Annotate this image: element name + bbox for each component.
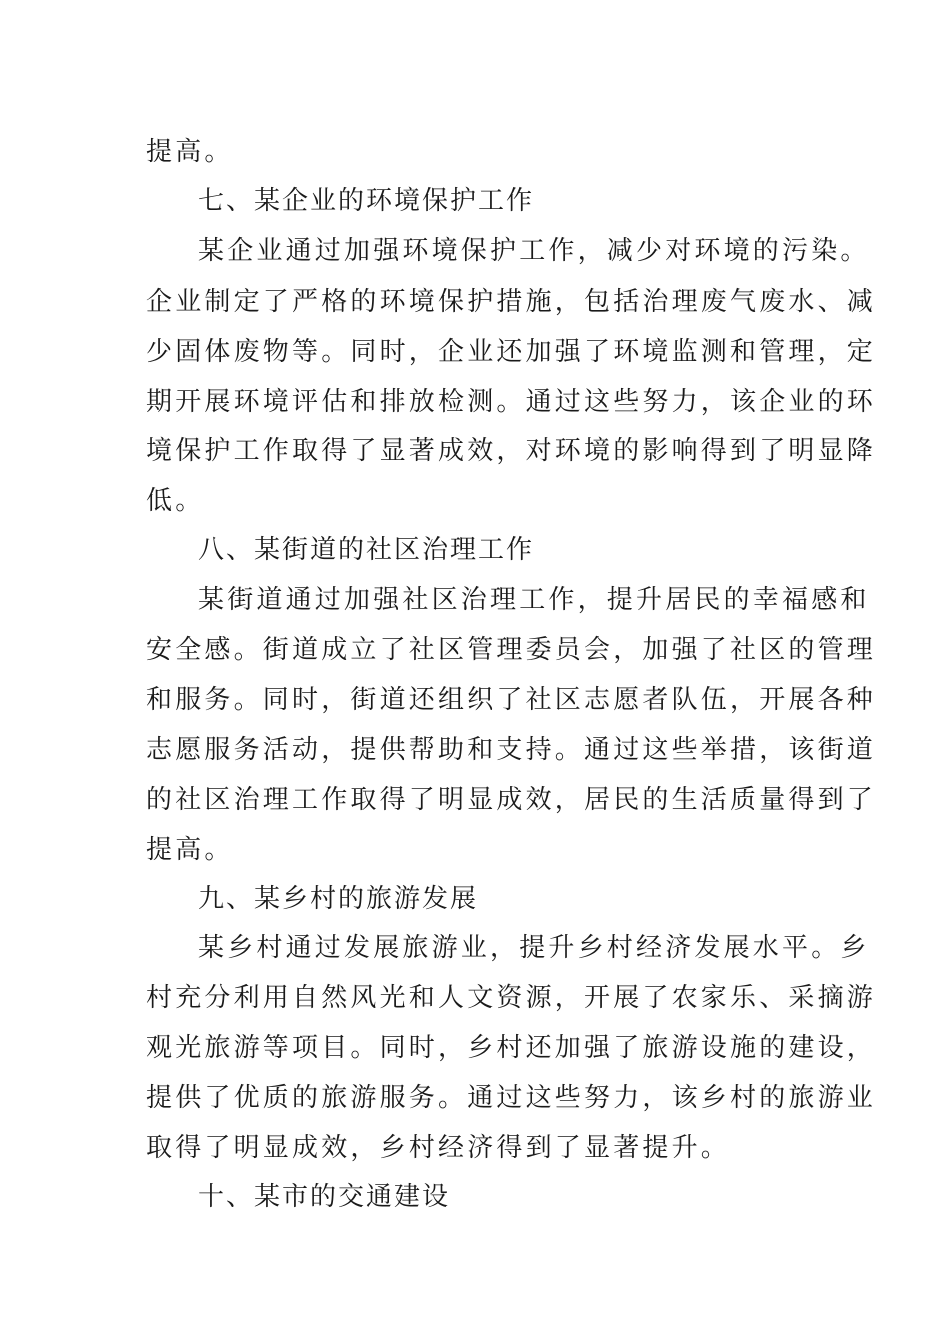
paragraph-line: 某乡村通过发展旅游业，提升乡村经济发展水平。乡: [198, 933, 870, 963]
paragraph-line: 提供了优质的旅游服务。通过这些努力，该乡村的旅游业: [146, 1083, 877, 1113]
paragraph-line: 观光旅游等项目。同时，乡村还加强了旅游设施的建设，: [146, 1033, 877, 1063]
section-heading: 十、某市的交通建设: [198, 1182, 451, 1212]
paragraph-line: 村充分利用自然风光和人文资源，开展了农家乐、采摘游: [146, 983, 877, 1013]
paragraph-line: 企业制定了严格的环境保护措施，包括治理废气废水、减: [146, 287, 877, 317]
paragraph-line: 取得了明显成效，乡村经济得到了显著提升。: [146, 1133, 731, 1163]
paragraph-line: 低。: [146, 486, 205, 516]
paragraph-line: 提高。: [146, 835, 234, 865]
paragraph-line: 期开展环境评估和排放检测。通过这些努力，该企业的环: [146, 387, 877, 417]
paragraph-line: 和服务。同时，街道还组织了社区志愿者队伍，开展各种: [146, 685, 877, 715]
paragraph-line: 提高。: [146, 137, 234, 167]
paragraph-line: 安全感。街道成立了社区管理委员会，加强了社区的管理: [146, 635, 877, 665]
paragraph-line: 少固体废物等。同时，企业还加强了环境监测和管理，定: [146, 337, 877, 367]
section-heading: 七、某企业的环境保护工作: [198, 186, 535, 216]
section-heading: 九、某乡村的旅游发展: [198, 884, 479, 914]
paragraph-line: 境保护工作取得了显著成效，对环境的影响得到了明显降: [146, 436, 877, 466]
paragraph-line: 的社区治理工作取得了明显成效，居民的生活质量得到了: [146, 785, 877, 815]
paragraph-line: 某街道通过加强社区治理工作，提升居民的幸福感和: [198, 585, 870, 615]
paragraph-line: 某企业通过加强环境保护工作，减少对环境的污染。: [198, 236, 870, 266]
paragraph-line: 志愿服务活动，提供帮助和支持。通过这些举措，该街道: [146, 735, 877, 765]
section-heading: 八、某街道的社区治理工作: [198, 535, 535, 565]
